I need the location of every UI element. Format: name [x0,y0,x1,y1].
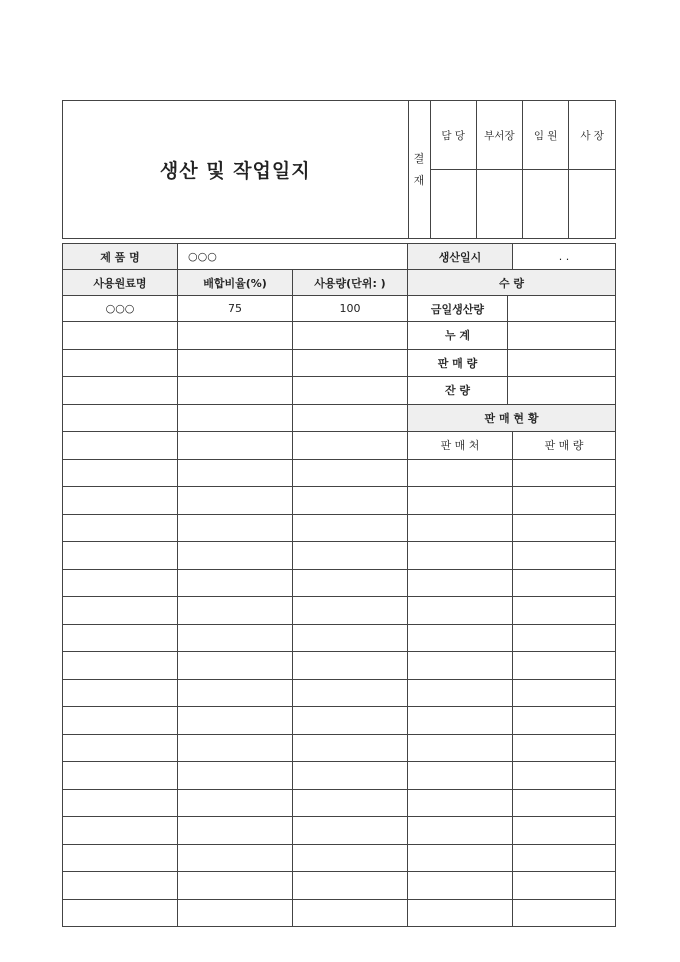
buyer-cell[interactable] [408,679,513,707]
sales-qty-cell[interactable] [513,597,616,625]
material-cell[interactable] [63,844,178,872]
ratio-cell[interactable] [178,624,293,652]
material-cell[interactable] [63,349,178,377]
usage-cell[interactable] [293,459,408,487]
usage-cell[interactable] [293,734,408,762]
ratio-cell[interactable] [178,597,293,625]
material-cell[interactable] [63,597,178,625]
material-cell[interactable] [63,624,178,652]
buyer-cell[interactable] [408,652,513,680]
sales-qty-cell[interactable] [513,734,616,762]
material-header: 사용원료명 [63,270,178,296]
approval-head-manager: 부서장 [476,101,522,170]
buyer-cell[interactable] [408,569,513,597]
material-cell[interactable] [63,432,178,460]
usage-cell[interactable] [293,542,408,570]
ratio-cell[interactable]: 75 [178,296,293,322]
ratio-cell[interactable] [178,652,293,680]
ratio-cell[interactable] [178,844,293,872]
cumulative-label: 누 계 [408,322,508,350]
table-row [63,514,616,542]
table-row [63,762,616,790]
approval-box-president[interactable] [569,170,615,239]
sales-qty-cell[interactable] [513,817,616,845]
material-cell[interactable] [63,322,178,350]
buyer-cell[interactable] [408,899,513,927]
ratio-cell[interactable] [178,734,293,762]
usage-cell[interactable]: 100 [293,296,408,322]
cumulative-value[interactable] [508,322,616,350]
ratio-cell[interactable] [178,432,293,460]
table-row [63,844,616,872]
material-cell[interactable] [63,789,178,817]
approval-table [408,101,616,238]
sales-qty-cell[interactable] [513,652,616,680]
sales-qty-cell[interactable] [513,844,616,872]
approval-box-manager[interactable] [476,170,522,239]
sales-qty-cell[interactable] [513,542,616,570]
buyer-cell[interactable] [408,597,513,625]
approval-head-president: 사 장 [569,101,615,170]
usage-cell[interactable] [293,679,408,707]
ratio-cell[interactable] [178,817,293,845]
table-row [63,542,616,570]
material-cell[interactable] [63,542,178,570]
ratio-cell[interactable] [178,487,293,515]
buyer-header: 판 매 처 [408,432,513,460]
sales-status-header: 판 매 현 황 [408,404,616,432]
usage-cell[interactable] [293,872,408,900]
today-production-label: 금일생산량 [408,296,508,322]
sales-amount-value[interactable] [508,349,616,377]
buyer-cell[interactable] [408,789,513,817]
buyer-cell[interactable] [408,514,513,542]
ratio-cell[interactable] [178,459,293,487]
approval-label [408,101,430,238]
sales-qty-cell[interactable] [513,624,616,652]
table-row [63,487,616,515]
approval-box-executive[interactable] [523,170,569,239]
ratio-cell[interactable] [178,514,293,542]
usage-cell[interactable] [293,322,408,350]
ratio-cell[interactable] [178,349,293,377]
sales-qty-cell[interactable] [513,789,616,817]
table-row [63,624,616,652]
usage-cell[interactable] [293,432,408,460]
usage-cell[interactable] [293,349,408,377]
buyer-cell[interactable] [408,487,513,515]
ratio-cell[interactable] [178,542,293,570]
approval-head-executive: 임 원 [523,101,569,170]
product-name-value[interactable]: ○○○ [178,244,408,270]
sales-qty-cell[interactable] [513,487,616,515]
buyer-cell[interactable] [408,459,513,487]
table-row [63,872,616,900]
title-cell [63,101,408,239]
buyer-cell[interactable] [408,762,513,790]
ratio-cell[interactable] [178,789,293,817]
buyer-cell[interactable] [408,542,513,570]
usage-cell[interactable] [293,762,408,790]
sales-amount-label: 판 매 량 [408,349,508,377]
buyer-cell[interactable] [408,817,513,845]
usage-cell[interactable] [293,789,408,817]
usage-cell[interactable] [293,652,408,680]
material-cell[interactable] [63,487,178,515]
material-cell[interactable]: ○○○ [63,296,178,322]
sales-qty-cell[interactable] [513,514,616,542]
sales-qty-cell[interactable] [513,459,616,487]
ratio-cell[interactable] [178,679,293,707]
table-row [63,597,616,625]
usage-cell[interactable] [293,514,408,542]
material-cell[interactable] [63,872,178,900]
ratio-header: 배합비율(%) [178,270,293,296]
table-row [63,707,616,735]
usage-header: 사용량(단위: ) [293,270,408,296]
usage-cell[interactable] [293,377,408,405]
table-row [63,652,616,680]
approval-block [408,101,616,239]
usage-cell[interactable] [293,487,408,515]
material-cell[interactable] [63,569,178,597]
production-log-form [62,100,615,927]
buyer-cell[interactable] [408,734,513,762]
usage-cell[interactable] [293,569,408,597]
usage-cell[interactable] [293,624,408,652]
quantity-header: 수 량 [408,270,616,296]
production-date-value[interactable]: . . [513,244,616,270]
remaining-value[interactable] [508,377,616,405]
table-row [63,789,616,817]
ratio-cell[interactable] [178,322,293,350]
sales-qty-cell[interactable] [513,569,616,597]
ratio-cell[interactable] [178,707,293,735]
ratio-cell[interactable] [178,377,293,405]
ratio-cell[interactable] [178,899,293,927]
sales-qty-header: 판 매 량 [513,432,616,460]
material-cell[interactable] [63,514,178,542]
usage-cell[interactable] [293,404,408,432]
material-cell[interactable] [63,652,178,680]
material-cell[interactable] [63,459,178,487]
sales-qty-cell[interactable] [513,762,616,790]
ratio-cell[interactable] [178,569,293,597]
table-row [63,899,616,927]
material-cell[interactable] [63,734,178,762]
table-row [63,569,616,597]
usage-cell[interactable] [293,817,408,845]
approval-box-staff[interactable] [430,170,476,239]
form-table [62,100,616,927]
table-row [63,679,616,707]
usage-cell[interactable] [293,899,408,927]
buyer-cell[interactable] [408,707,513,735]
remaining-label: 잔 량 [408,377,508,405]
usage-cell[interactable] [293,597,408,625]
ratio-cell[interactable] [178,872,293,900]
sales-qty-cell[interactable] [513,872,616,900]
material-cell[interactable] [63,707,178,735]
table-row [63,734,616,762]
buyer-cell[interactable] [408,872,513,900]
table-row [63,459,616,487]
table-row [63,817,616,845]
material-cell[interactable] [63,377,178,405]
page-title: 생산 및 작업일지 [159,160,311,182]
approval-kyul: 결 [413,151,425,165]
today-production-value[interactable] [508,296,616,322]
material-cell[interactable] [63,679,178,707]
sales-qty-cell[interactable] [513,899,616,927]
production-date-label: 생산일시 [408,244,513,270]
sales-qty-cell[interactable] [513,679,616,707]
material-cell[interactable] [63,762,178,790]
product-name-label: 제 품 명 [63,244,178,270]
buyer-cell[interactable] [408,844,513,872]
approval-head-staff: 담 당 [430,101,476,170]
material-cell[interactable] [63,899,178,927]
material-cell[interactable] [63,817,178,845]
usage-cell[interactable] [293,844,408,872]
sales-qty-cell[interactable] [513,707,616,735]
approval-jae: 재 [413,173,425,187]
ratio-cell[interactable] [178,404,293,432]
buyer-cell[interactable] [408,624,513,652]
ratio-cell[interactable] [178,762,293,790]
material-cell[interactable] [63,404,178,432]
usage-cell[interactable] [293,707,408,735]
